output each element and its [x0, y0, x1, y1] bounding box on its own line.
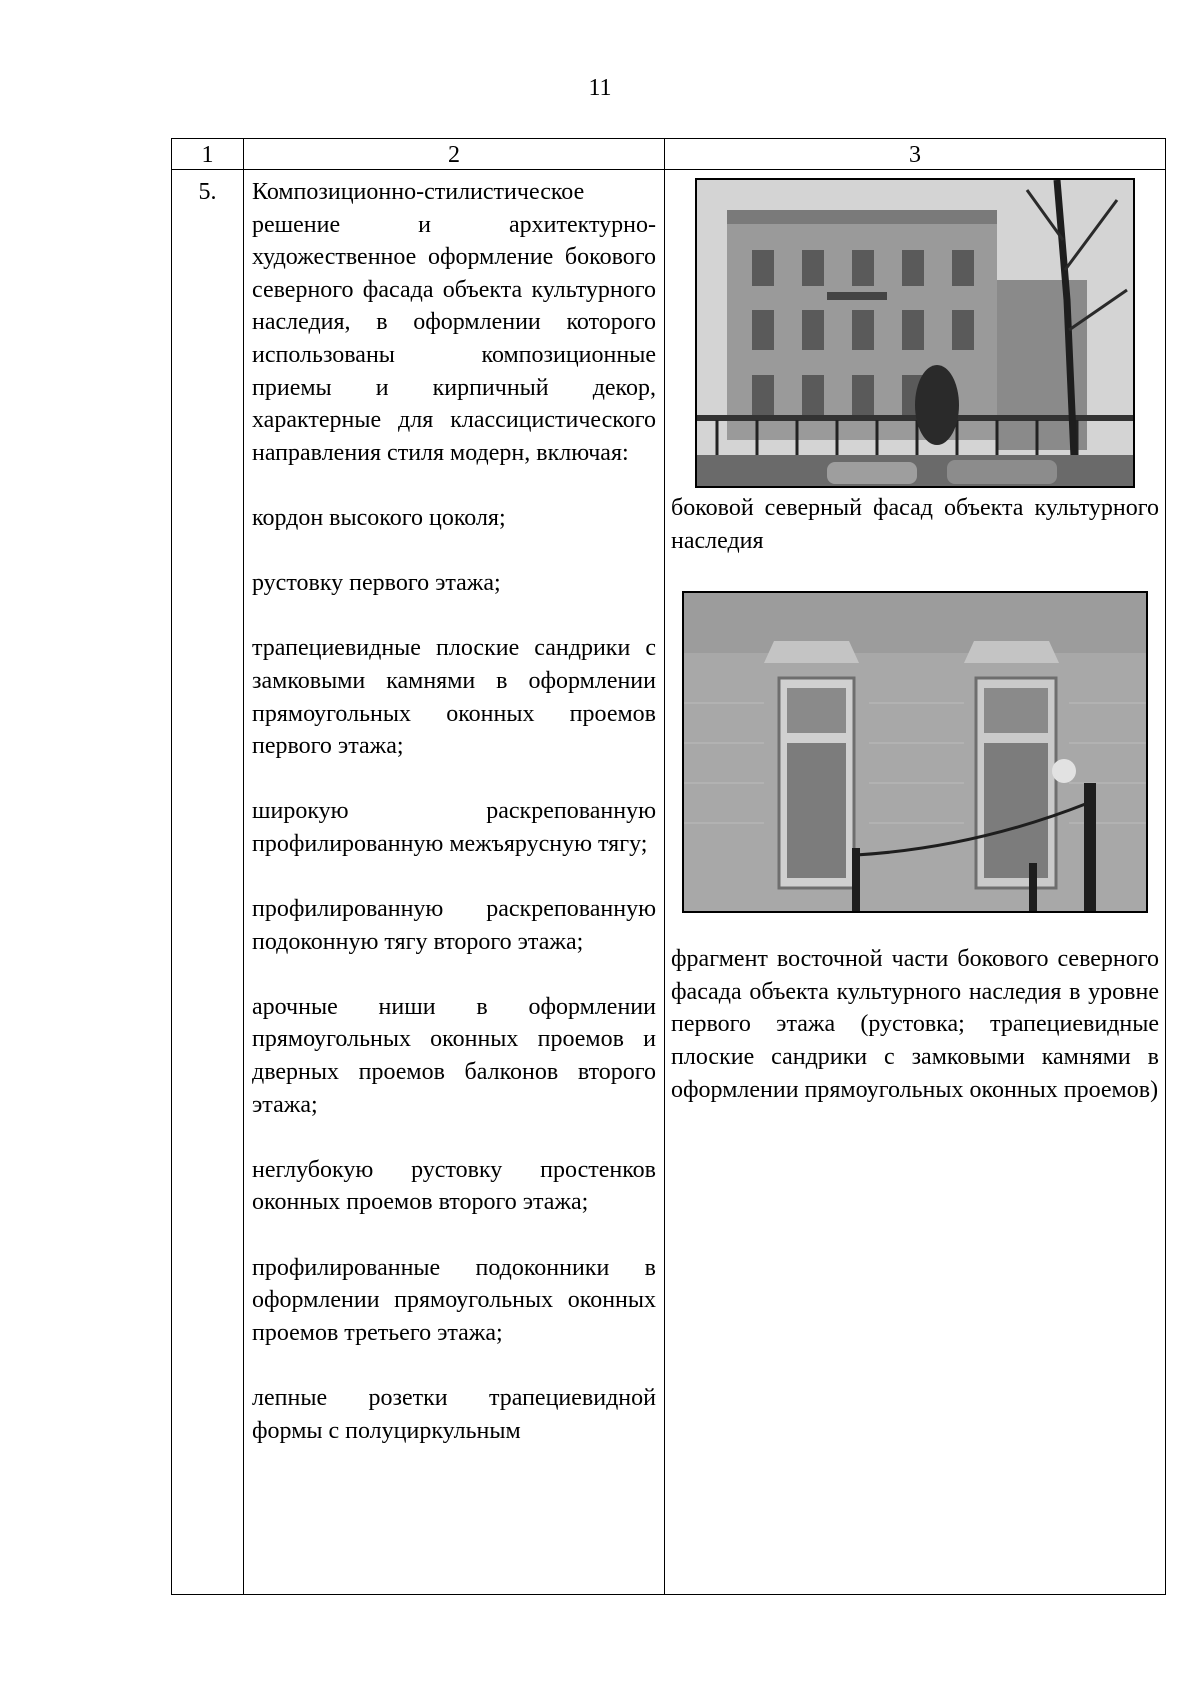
heritage-table	[171, 138, 1166, 1595]
facade-photo	[695, 178, 1135, 488]
list-item: широкую раскрепованную профилированную межъярусную тягу;	[252, 798, 656, 857]
list-item: лепные розетки трапециевидной формы с полуциркульным	[252, 1384, 656, 1444]
row-number: 5.	[172, 170, 244, 1595]
facade-photo-caption: боковой северный фасад объекта культурного наследия	[671, 495, 1159, 554]
list-item: профилированные подоконники в оформлении прямоугольных оконных проемов третьего этажа;	[252, 1254, 656, 1346]
fragment-photo	[682, 591, 1148, 913]
list-item: кордон высокого цоколя;	[252, 504, 506, 531]
table-header-row	[172, 139, 1166, 170]
description-intro: Композиционно-стилистическое решение и архитектурно-художественное оформление бокового северного фасада объекта культурного наследия, в оформлении которого использованы композиционные приемы и кирпичный декор, характерные для классицистического направления стиля модерн, включая:	[252, 179, 656, 466]
fragment-photo-caption: фрагмент восточной части бокового северного фасада объекта культурного наследия в уровне первого этажа (рустовка; трапециевидные плоские сандрики с замковыми камнями в оформлении прямоугольных оконных проемов)	[671, 946, 1159, 1103]
header-col-3: 3	[665, 139, 1166, 170]
header-col-2: 2	[244, 139, 665, 170]
list-item: неглубокую рустовку простенков оконных проемов второго этажа;	[252, 1156, 656, 1216]
description-cell	[244, 170, 665, 1595]
header-col-1: 1	[172, 139, 244, 170]
list-item: рустовку первого этажа;	[252, 570, 501, 597]
list-item: арочные ниши в оформлении прямоугольных оконных проемов и дверных проемов балконов второго этажа;	[252, 993, 656, 1118]
page-number: 11	[588, 75, 612, 101]
table-row	[172, 170, 1166, 1595]
list-item: трапециевидные плоские сандрики с замковыми камнями в оформлении прямоугольных оконных проемов первого этажа;	[252, 635, 656, 760]
list-item: профилированную раскрепованную подоконную тягу второго этажа;	[252, 896, 656, 955]
illustration-cell	[665, 170, 1166, 1595]
